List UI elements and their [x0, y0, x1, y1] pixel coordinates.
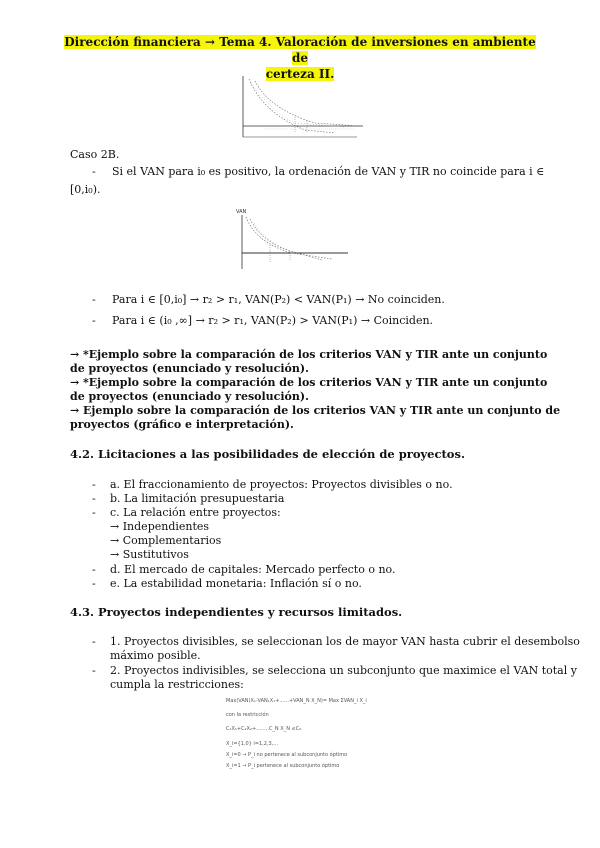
list-item: d. El mercado de capitales: Mercado perfecto o no. [110, 563, 396, 576]
formula-line: Max(VAN)X₁·VAN₁X₁+......+VAN_N X_N)= Max ΣVAN_i X_i [226, 698, 367, 704]
sub-list-item: → Complementarios [110, 534, 222, 547]
formula-line: X_i={1,0} i=1,2,3,... [226, 741, 279, 747]
section-4-3-heading: 4.3. Proyectos independientes y recursos limitados. [70, 605, 403, 619]
bullet-dash: - [92, 314, 96, 327]
example-3-line-2: proyectos (gráfico e interpretación). [70, 418, 294, 431]
bullet-dash: - [92, 506, 96, 519]
graph2-ylabel: VAN [236, 209, 247, 215]
item-1-line-2: máximo posible. [110, 649, 201, 662]
sub-list-item: → Sustitutivos [110, 548, 189, 561]
bullet-dash: - [92, 492, 96, 505]
bullet-dash: - [92, 563, 96, 576]
bullet-dash: - [92, 478, 96, 491]
formula-line: X_i=0 → P_i no pertenece al subconjunto óptimo [226, 752, 348, 758]
example-2-line-1: → *Ejemplo sobre la comparación de los criterios VAN y TIR ante un conjunto [70, 376, 548, 389]
item-2-line-1: 2. Proyectos indivisibles, se selecciona un subconjunto que maximice el VAN total y [110, 664, 577, 677]
section-4-2-heading: 4.2. Licitaciones a las posibilidades de elección de proyectos. [70, 447, 465, 461]
intro-line-2: [0,i₀). [70, 183, 101, 196]
formula-line: C₁X₁+C₂X₂+........C_N X_N ≤C₀ [226, 726, 302, 732]
title-line-1: Dirección financiera → Tema 4. Valoración de inversiones en ambiente de [64, 35, 536, 65]
example-1-line-1: → *Ejemplo sobre la comparación de los criterios VAN y TIR ante un conjunto [70, 348, 548, 361]
caso-label: Caso 2B. [70, 148, 120, 161]
example-3-line-1: → Ejemplo sobre la comparación de los criterios VAN y TIR ante un conjunto de [70, 404, 561, 417]
item-1-line-1: 1. Proyectos divisibles, se seleccionan los de mayor VAN hasta cubrir el desembolso [110, 635, 580, 648]
bullet-dash: - [92, 165, 96, 178]
list-item: e. La estabilidad monetaria: Inflación sí o no. [110, 577, 362, 590]
title-line-2: certeza II. [265, 67, 335, 81]
case-2-text: Para i ∈ (i₀ ,∞] → r₂ > r₁, VAN(P₂) > VAN(P₁) → Coinciden. [112, 314, 434, 327]
van-tir-graph-1 [235, 73, 370, 143]
intro-line-1: Si el VAN para i₀ es positivo, la ordenación de VAN y TIR no coincide para i ∈ [112, 165, 545, 178]
list-item: b. La limitación presupuestaria [110, 492, 285, 505]
bullet-dash: - [92, 635, 96, 648]
formula-line: con la restricción [226, 712, 269, 718]
formula-line: X_i=1 → P_i pertenece al subconjunto óptimo [226, 763, 340, 769]
list-item: c. La relación entre proyectos: [110, 506, 281, 519]
van-tir-graph-2 [232, 205, 357, 275]
sub-list-item: → Independientes [110, 520, 210, 533]
example-1-line-2: de proyectos (enunciado y resolución). [70, 362, 309, 375]
bullet-dash: - [92, 577, 96, 590]
case-1-text: Para i ∈ [0,i₀] → r₂ > r₁, VAN(P₂) < VAN(P₁) → No coinciden. [112, 293, 445, 306]
bullet-dash: - [92, 293, 96, 306]
item-2-line-2: cumpla la restricciones: [110, 678, 244, 691]
example-2-line-2: de proyectos (enunciado y resolución). [70, 390, 309, 403]
bullet-dash: - [92, 664, 96, 677]
list-item: a. El fraccionamiento de proyectos: Proyectos divisibles o no. [110, 478, 453, 491]
